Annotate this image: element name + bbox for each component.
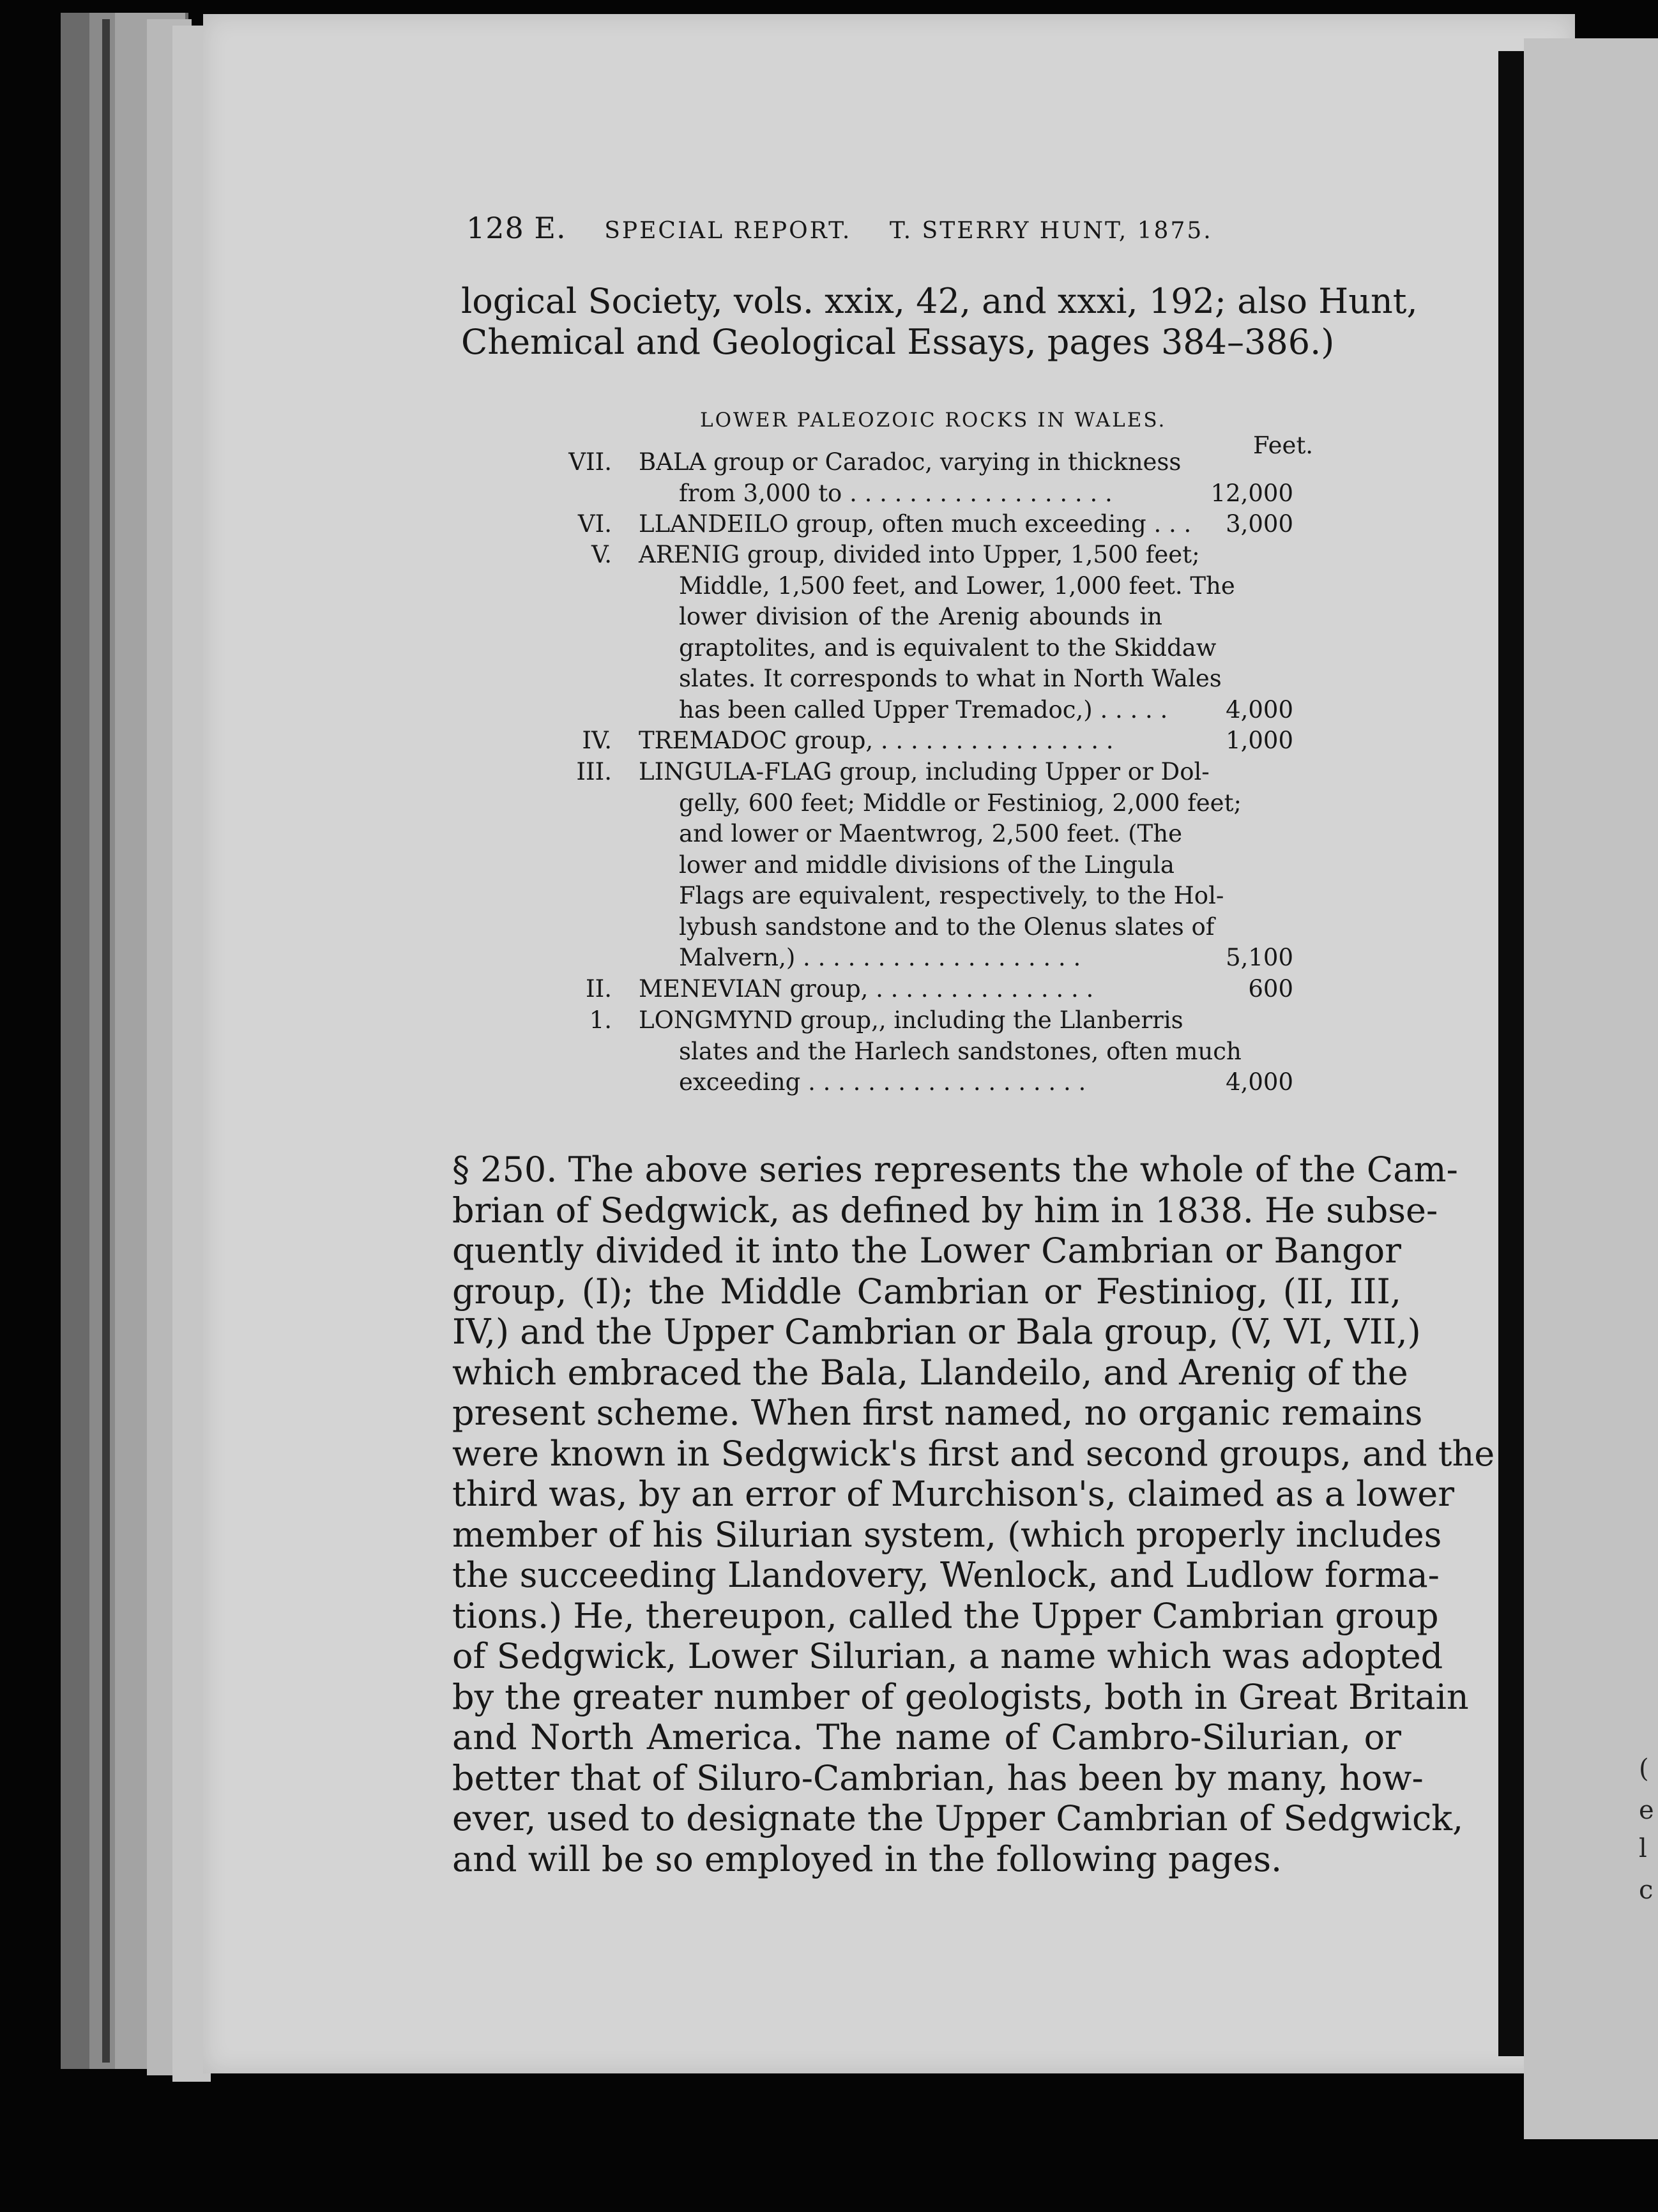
page-number: 128 E. <box>466 211 567 245</box>
facing-page-fragment: l <box>1639 1834 1647 1863</box>
author-line: T. STERRY HUNT, 1875. <box>889 218 1213 244</box>
text-line: § 250. The above series represents the whole of the Cam- <box>452 1149 1458 1190</box>
text-line: of Sedgwick, Lower Silurian, a name which was adopted <box>452 1636 1443 1676</box>
text-line: which embraced the Bala, Llandeilo, and Arenig of the <box>452 1352 1408 1393</box>
row-line: MENEVIAN group, . . . . . . . . . . . . . . . <box>639 975 1094 1003</box>
row-line: lybush sandstone and to the Olenus slates of <box>679 913 1215 941</box>
row-description <box>639 757 1242 974</box>
row-line: exceeding . . . . . . . . . . . . . . . . . . . <box>679 1068 1086 1096</box>
row-description <box>639 725 1162 757</box>
row-line: has been called Upper Tremadoc,) . . . . . <box>679 695 1168 723</box>
facing-page-fragment: c <box>1639 1875 1654 1905</box>
row-description <box>639 447 1182 509</box>
row-line: from 3,000 to . . . . . . . . . . . . . . . . . . <box>679 479 1113 507</box>
row-line: lower division of the Arenig abounds in <box>679 603 1162 630</box>
text-line: ever, used to designate the Upper Cambrian of Sedgwick, <box>452 1798 1464 1838</box>
row-line: graptolites, and is equivalent to the Skiddaw <box>679 633 1217 662</box>
row-amount: 600 <box>1248 975 1293 1003</box>
row-number: III. <box>576 758 612 785</box>
row-number: 1. <box>589 1006 612 1034</box>
row-number: V. <box>591 541 612 568</box>
row-line: lower and middle divisions of the Lingula <box>679 851 1175 879</box>
row-line: LINGULA-FLAG group, including Upper or Dol- <box>639 758 1210 785</box>
row-line: Middle, 1,500 feet, and Lower, 1,000 feet. The <box>679 572 1235 600</box>
text-line: by the greater number of geologists, both in Great Britain <box>452 1676 1469 1717</box>
text-line: brian of Sedgwick, as defined by him in 1838. He subse- <box>452 1190 1438 1231</box>
row-number: VII. <box>568 448 612 476</box>
text-line: quently divided it into the Lower Cambrian or Bangor <box>452 1231 1401 1271</box>
section-title: SPECIAL REPORT. <box>604 218 852 244</box>
text-line: were known in Sedgwick's first and second groups, and the <box>452 1433 1495 1474</box>
body-paragraph <box>452 1149 1495 1879</box>
text-line: third was, by an error of Murchison's, claimed as a lower <box>452 1474 1455 1514</box>
text-line: IV,) and the Upper Cambrian or Bala group, (V, VI, VII,) <box>452 1312 1421 1352</box>
row-amount: 1,000 <box>1226 727 1293 754</box>
row-line: Malvern,) . . . . . . . . . . . . . . . . . . . <box>679 944 1081 971</box>
text-line: and will be so employed in the following pages. <box>452 1838 1282 1879</box>
running-header <box>466 211 1284 245</box>
row-description <box>639 509 1192 540</box>
text-line: and North America. The name of Cambro-Silurian, or <box>452 1717 1401 1757</box>
table-unit-header: Feet. <box>1253 432 1314 459</box>
text-line: the succeeding Llandovery, Wenlock, and Ludlow forma- <box>452 1555 1440 1595</box>
text-line: tions.) He, thereupon, called the Upper Cambrian group <box>452 1595 1439 1636</box>
row-line: TREMADOC group, . . . . . . . . . . . . . . . . <box>639 727 1114 754</box>
intro-text <box>461 281 1418 363</box>
row-line: BALA group or Caradoc, varying in thickness <box>639 448 1182 476</box>
row-amount: 5,100 <box>1226 944 1293 971</box>
facing-page-fragment: ( <box>1639 1754 1649 1784</box>
row-line: Flags are equivalent, respectively, to the Hol- <box>679 882 1224 909</box>
row-amount: 12,000 <box>1210 479 1293 507</box>
row-description <box>639 974 1162 1005</box>
text-line: member of his Silurian system, (which properly includes <box>452 1514 1442 1555</box>
row-description <box>639 540 1235 725</box>
row-number: IV. <box>582 727 612 754</box>
row-number: II. <box>586 975 612 1003</box>
table-title: LOWER PALEOZOIC ROCKS IN WALES. <box>700 409 1167 432</box>
text-line: logical Society, vols. xxix, 42, and xxxi, 192; also Hunt, <box>461 281 1418 321</box>
row-line: ARENIG group, divided into Upper, 1,500 feet; <box>639 541 1200 568</box>
text-line: better that of Siluro-Cambrian, has been by many, how- <box>452 1757 1424 1798</box>
text-line: Chemical and Geological Essays, pages 384–386.) <box>461 322 1335 362</box>
text-line: group, (I); the Middle Cambrian or Festiniog, (II, III, <box>452 1271 1401 1312</box>
row-line: LONGMYND group,, including the Llanberris <box>639 1006 1183 1034</box>
row-amount: 4,000 <box>1226 695 1293 723</box>
row-amount: 3,000 <box>1226 510 1293 538</box>
facing-page-fragment: e <box>1639 1796 1654 1825</box>
row-description <box>639 1005 1242 1098</box>
row-line: LLANDEILO group, often much exceeding . . . <box>639 510 1192 538</box>
row-line: and lower or Maentwrog, 2,500 feet. (The <box>679 820 1182 847</box>
row-line: slates. It corresponds to what in North Wales <box>679 665 1222 692</box>
row-line: gelly, 600 feet; Middle or Festiniog, 2,000 feet; <box>679 789 1242 817</box>
row-amount: 4,000 <box>1226 1068 1293 1096</box>
row-line: slates and the Harlech sandstones, often much <box>679 1037 1242 1065</box>
row-number: VI. <box>577 510 612 538</box>
text-line: present scheme. When first named, no organic remains <box>452 1393 1423 1433</box>
